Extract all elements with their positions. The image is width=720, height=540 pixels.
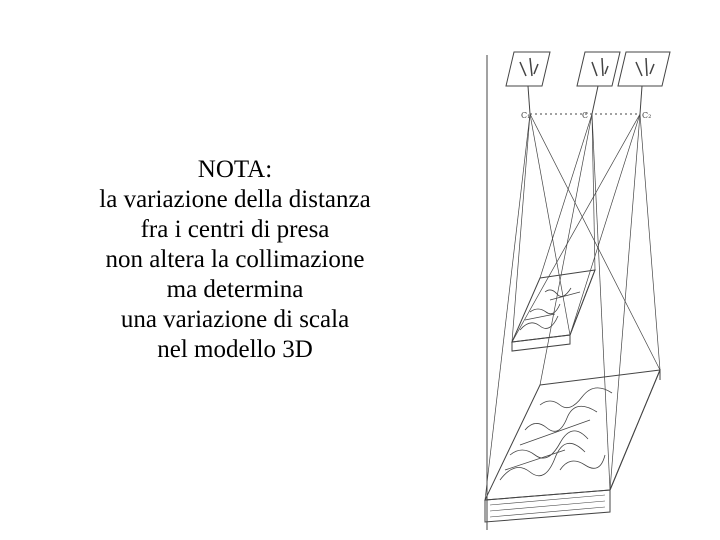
- upper-model-block: [512, 270, 595, 342]
- note-line-1: la variazione della distanza: [99, 186, 371, 213]
- center-label-c1: C₁: [521, 111, 531, 120]
- note-line-6: nel modello 3D: [157, 336, 313, 363]
- note-heading: NOTA:: [197, 156, 273, 183]
- center-label-c: C: [582, 111, 589, 120]
- note-line-4: ma determina: [166, 276, 304, 303]
- center-label-c2: C₂: [642, 111, 652, 120]
- projection-rays: [485, 114, 660, 500]
- note-line-2: fra i centri di presa: [140, 216, 330, 243]
- photo-frame-center: [577, 52, 620, 86]
- note-line-5: una variazione di scala: [120, 306, 350, 333]
- note-text-block: [40, 155, 430, 365]
- note-line-3: non altera la collimazione: [105, 246, 365, 273]
- photo-frame-left: [506, 52, 550, 86]
- photo-frame-right: [618, 52, 670, 86]
- lower-model-block: [485, 370, 660, 500]
- stereo-model-diagram: [470, 40, 720, 540]
